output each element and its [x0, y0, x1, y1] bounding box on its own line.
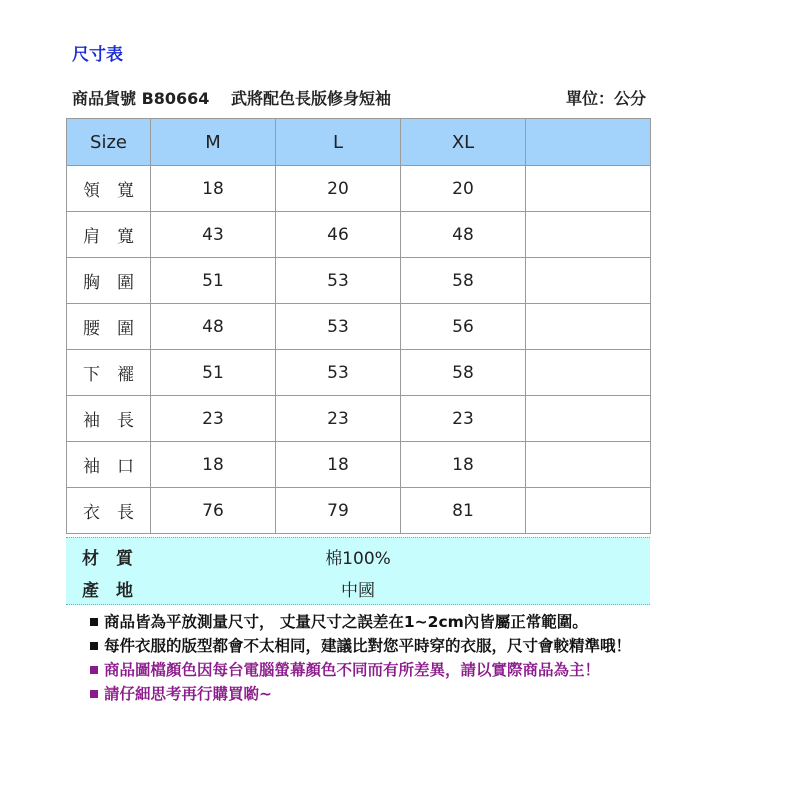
cell-xl: 23 [401, 396, 526, 442]
size-table [66, 118, 651, 534]
square-bullet-icon [90, 666, 98, 674]
cell-extra [526, 488, 651, 534]
origin-row [66, 572, 650, 602]
cell-l: 53 [276, 258, 401, 304]
cell-m: 23 [151, 396, 276, 442]
row-label [67, 488, 151, 534]
row-label [67, 350, 151, 396]
cell-m: 18 [151, 166, 276, 212]
origin-value: 中國 [341, 581, 375, 601]
note-text: 商品圖檔顏色因每台電腦螢幕顏色不同而有所差異，請以實際商品為主！ [104, 661, 601, 679]
page-title: 尺寸表 [72, 45, 123, 65]
table-row-sleeve-opening [67, 442, 651, 488]
row-label [67, 304, 151, 350]
table-row-hem [67, 350, 651, 396]
row-label [67, 396, 151, 442]
material-section [66, 537, 650, 605]
row-label-text: 領 寬 [83, 181, 134, 201]
cell-xl: 20 [401, 166, 526, 212]
size-table-header-row [67, 119, 651, 166]
product-label: 商品貨號 B80664 武將配色長版修身短袖 [72, 89, 392, 108]
table-row-collar-width [67, 166, 651, 212]
row-label-text: 下 襬 [83, 365, 134, 385]
cell-l: 53 [276, 304, 401, 350]
row-label [67, 212, 151, 258]
material-row [66, 540, 650, 570]
header-l: L [276, 119, 401, 166]
note-item [90, 634, 631, 658]
cell-xl: 58 [401, 350, 526, 396]
header-size: Size [67, 119, 151, 166]
unit-label: 單位：公分 [565, 89, 646, 108]
table-row-chest [67, 258, 651, 304]
cell-m: 76 [151, 488, 276, 534]
cell-m: 51 [151, 350, 276, 396]
header-m: M [151, 119, 276, 166]
square-bullet-icon [90, 642, 98, 650]
cell-extra [526, 258, 651, 304]
cell-extra [526, 442, 651, 488]
row-label [67, 442, 151, 488]
cell-l: 23 [276, 396, 401, 442]
note-item [90, 682, 631, 706]
cell-extra [526, 350, 651, 396]
cell-m: 18 [151, 442, 276, 488]
cell-extra [526, 396, 651, 442]
row-label [67, 166, 151, 212]
square-bullet-icon [90, 618, 98, 626]
row-label-text: 腰 圍 [83, 319, 134, 339]
cell-xl: 81 [401, 488, 526, 534]
note-text: 每件衣服的版型都會不太相同，建議比對您平時穿的衣服，尺寸會較精準哦！ [104, 637, 632, 655]
notes-list [90, 610, 631, 706]
note-text: 商品皆為平放測量尺寸， 丈量尺寸之誤差在1~2cm內皆屬正常範圍。 [104, 613, 588, 631]
origin-label: 產 地 [82, 581, 133, 601]
cell-m: 43 [151, 212, 276, 258]
material-value: 棉100% [325, 549, 391, 569]
cell-extra [526, 304, 651, 350]
cell-xl: 56 [401, 304, 526, 350]
row-label-text: 肩 寬 [83, 227, 134, 247]
cell-l: 18 [276, 442, 401, 488]
cell-extra [526, 212, 651, 258]
cell-xl: 18 [401, 442, 526, 488]
cell-l: 46 [276, 212, 401, 258]
header-empty [526, 119, 651, 166]
row-label-text: 胸 圍 [83, 273, 134, 293]
cell-l: 53 [276, 350, 401, 396]
square-bullet-icon [90, 690, 98, 698]
row-label-text: 衣 長 [83, 503, 134, 523]
table-row-body-length [67, 488, 651, 534]
row-label-text: 袖 口 [83, 457, 134, 477]
cell-l: 79 [276, 488, 401, 534]
header-xl: XL [401, 119, 526, 166]
cell-xl: 48 [401, 212, 526, 258]
cell-m: 51 [151, 258, 276, 304]
row-label [67, 258, 151, 304]
cell-l: 20 [276, 166, 401, 212]
cell-m: 48 [151, 304, 276, 350]
material-label: 材 質 [82, 549, 133, 569]
cell-extra [526, 166, 651, 212]
cell-xl: 58 [401, 258, 526, 304]
note-text: 請仔細思考再行購買喲~ [104, 685, 272, 703]
table-row-waist [67, 304, 651, 350]
note-item [90, 610, 631, 634]
row-label-text: 袖 長 [83, 411, 134, 431]
product-info-row [72, 86, 652, 108]
table-row-shoulder-width [67, 212, 651, 258]
table-row-sleeve-length [67, 396, 651, 442]
note-item [90, 658, 631, 682]
